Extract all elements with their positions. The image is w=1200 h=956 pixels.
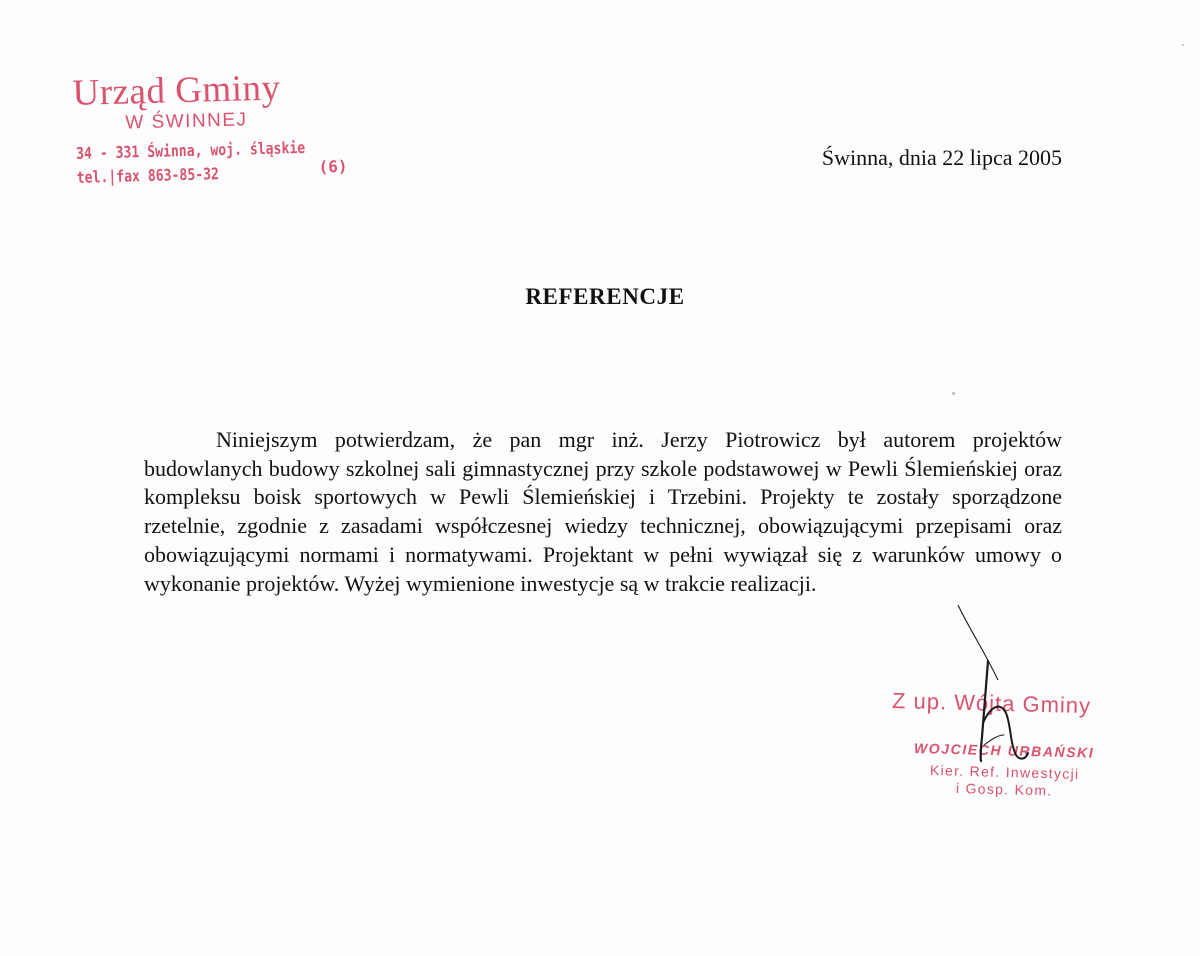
scan-speck: [1182, 44, 1184, 46]
letterhead-stamp: [70, 64, 360, 187]
signatory-name: WOJCIECH URBAŃSKI: [913, 740, 1095, 761]
scan-speck: [952, 392, 955, 395]
body-paragraph: Niniejszym potwierdzam, że pan mgr inż. Jerzy Piotrowicz był autorem projektów budowlanych budowy szkolnej sali gimnastycznej przy szkole podstawowej w Pewli Ślemieńskiej oraz kompleksu boisk sportowych w Pewli Ślemieńskiej i Trzebini. Projekty te zostały sporządzone rzetelnie, zgodnie z zasadami współczesnej wiedzy technicznej, obowiązującymi przepisami oraz obowiązującymi normami i normatywami. Projektant w pełni wywiązał się z warunków umowy o wykonanie projektów. Wyżej wymienione inwestycje są w trakcie realizacji.: [144, 427, 1062, 596]
date-line: Świnna, dnia 22 lipca 2005: [821, 145, 1062, 170]
stamp-title: Urząd Gminy: [72, 67, 281, 114]
signature-role: Z up. Wójta Gminy: [891, 688, 1092, 719]
stamp-phone: tel.|fax 863-85-32: [76, 164, 220, 187]
stamp-code: (6): [318, 156, 348, 177]
signatory-department: i Gosp. Kom.: [955, 780, 1053, 799]
signatory-position: Kier. Ref. Inwestycji: [929, 762, 1080, 782]
stamp-subtitle: W ŚWINNEJ: [125, 109, 248, 134]
document-title: REFERENCJE: [525, 284, 685, 309]
handwritten-signature: [940, 585, 1050, 775]
stamp-address: 34 - 331 Świnna, woj. śląskie: [75, 137, 306, 163]
